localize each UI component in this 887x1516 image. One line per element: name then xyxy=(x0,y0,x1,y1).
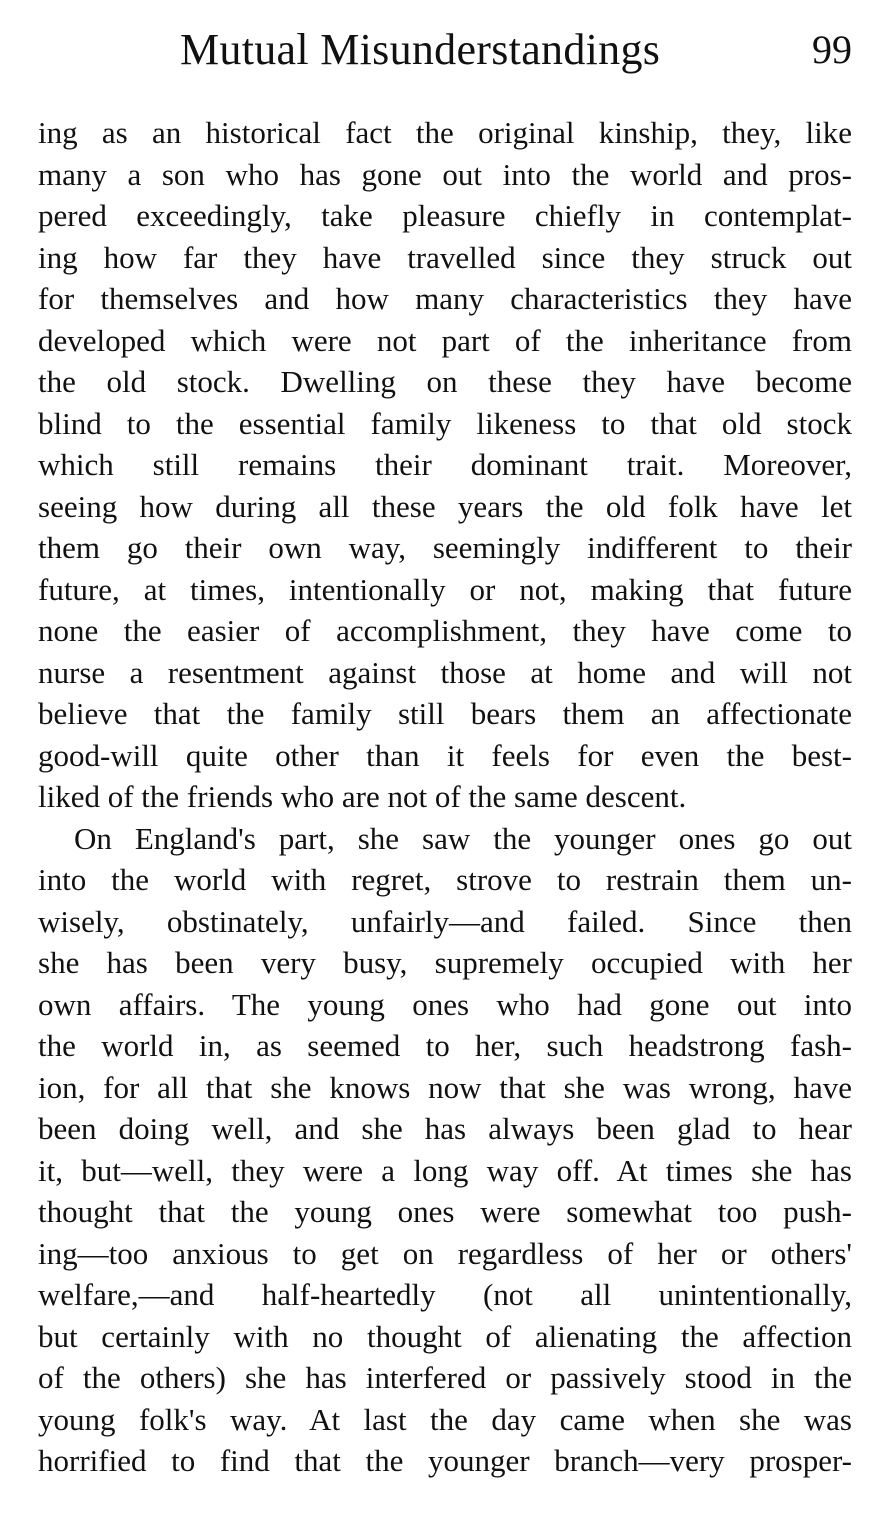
text-line: On England's part, she saw the younger ones go out xyxy=(74,820,852,856)
paragraph-1 xyxy=(38,112,852,818)
text-line: own affairs. The young ones who had gone out into xyxy=(38,986,852,1022)
paragraph-2 xyxy=(38,818,852,1482)
text-line: but certainly with no thought of alienating the affection xyxy=(38,1318,852,1354)
text-line: for themselves and how many characteristics they have xyxy=(38,281,852,316)
text-line: wisely, obstinately, unfairly—and failed. Since then xyxy=(38,903,852,939)
text-line: which still remains their dominant trait. Moreover, xyxy=(38,447,852,482)
text-line: ion, for all that she knows now that she was wrong, have xyxy=(38,1069,852,1105)
text-line: ing as an historical fact the original kinship, they, like xyxy=(38,115,852,150)
text-line: thought that the young ones were somewhat too push- xyxy=(38,1194,852,1229)
text-line: none the easier of accomplishment, they have come to xyxy=(38,613,852,648)
text-line: she has been very busy, supremely occupied with her xyxy=(38,945,852,980)
body-text xyxy=(38,112,852,1482)
text-line: seeing how during all these years the old folk have let xyxy=(38,488,852,524)
text-line: into the world with regret, strove to restrain them un- xyxy=(38,862,852,897)
chapter-title: Mutual Misunderstandings xyxy=(180,25,661,74)
text-line: future, at times, intentionally or not, making that future xyxy=(38,571,852,607)
text-line: good-will quite other than it feels for even the best- xyxy=(38,737,852,773)
page-number: 99 xyxy=(812,27,852,72)
text-line: believe that the family still bears them an affectionate xyxy=(38,696,852,731)
text-line: nurse a resentment against those at home and will not xyxy=(38,654,852,690)
text-line: it, but—well, they were a long way off. At times she has xyxy=(38,1152,852,1188)
text-line: of the others) she has interfered or passively stood in the xyxy=(38,1360,852,1395)
text-line: many a son who has gone out into the world and pros- xyxy=(38,156,852,192)
text-line: been doing well, and she has always been glad to hear xyxy=(38,1111,852,1146)
text-line: ing how far they have travelled since they struck out xyxy=(38,239,852,275)
text-line: horrified to find that the younger branch—very prosper- xyxy=(38,1443,852,1478)
text-line: the world in, as seemed to her, such headstrong fash- xyxy=(38,1028,852,1063)
text-line: young folk's way. At last the day came when she was xyxy=(38,1401,852,1437)
text-line: developed which were not part of the inheritance from xyxy=(38,322,852,358)
text-line: welfare,—and half-heartedly (not all unintentionally, xyxy=(38,1277,852,1312)
text-line: ing—too anxious to get on regardless of her or others' xyxy=(38,1235,852,1271)
running-header xyxy=(180,22,852,78)
text-line: blind to the essential family likeness to that old stock xyxy=(38,405,852,441)
text-line: pered exceedingly, take pleasure chiefly in contemplat- xyxy=(38,198,852,233)
text-line: them go their own way, seemingly indifferent to their xyxy=(38,530,852,565)
text-line: the old stock. Dwelling on these they have become xyxy=(38,364,852,399)
text-line: liked of the friends who are not of the same descent. xyxy=(38,779,687,814)
